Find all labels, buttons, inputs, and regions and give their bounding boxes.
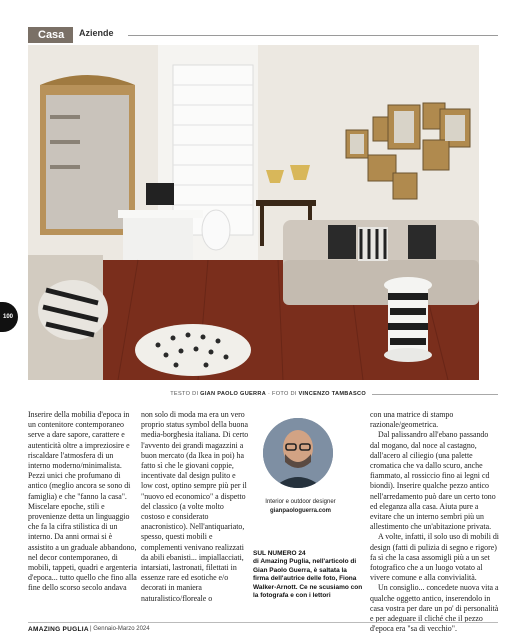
page-number-tab: 100 xyxy=(0,302,18,332)
erratum-note xyxy=(253,550,363,600)
category-tag: Casa xyxy=(28,27,73,43)
credit-rule xyxy=(372,394,498,395)
erratum-lead: SUL NUMERO 24 xyxy=(253,550,306,557)
page-footer xyxy=(28,622,498,634)
author-caption xyxy=(253,498,348,516)
author-box xyxy=(253,410,366,640)
column-2-text: non solo di moda ma era un vero proprio status symbol della buona media-borghesia italiana. Di certo l'avvento dei grandi magazzini a buon mercato (da Ikea in poi) ha fatto sì che le giovani coppie, incentivate dal design pulito e low cost, optino sempre più per il "nuovo ed economico" a dispetto del classico (a volte molto costoso e considerato anacronistico). Nell'antiquariato, spesso, questi mobili e complementi venivano realizzati da abili ebanisti... impiallacciati, intarsiati, lastronati, filettati in essenze rare ed esotiche e/o decorati in maniera naturalistico/floreale o xyxy=(141,410,249,603)
column-1-text: Inserire della mobilia d'epoca in un contenitore contemporaneo serve a dare sapore, carattere e autenticità oltre a impreziosire e riscaldare l'atmosfera di un interno moderno/minimalista. Pezzi unici che profumano di antico (meglio ancora se sono di famiglia) e che "fanno la casa". Miscelare epoche, stili e provenienze detta un linguaggio che fa la cifra stilistica di un interno. Da anni ormai si è assistito a un graduale abbandono, nel decor contemporaneo, di mobili, tappeti, quadri e argenteria d'epoca... tutto quello che fino alla fine dello scorso secolo andava xyxy=(28,410,137,593)
column-4-para-2: Dal palissandro all'ebano passando dal mogano, dal noce al castagno, dall'acero al ciliegio (una palette cromatica che va dallo scuro, anche fiammato, al rossiccio fino ai legni cd biondi). Inserire qualche pezzo antico nell'arredamento può dare un certo tono ed eleganza alla casa. Aiuta pure a evitare che un interno sembri più un allestimento che un'abitazione privata. xyxy=(370,430,496,532)
article-column-4 xyxy=(370,410,499,634)
page-header xyxy=(28,27,498,43)
column-4-para-1: con una matrice di stampo razionale/geometrica. xyxy=(370,410,454,430)
erratum-body: di Amazing Puglia, nell'articolo di Gian Paolo Guerra, è saltata la firma dell'autrice delle foto, Fiona Walker-Arnott. Ce ne scusiamo con la fotografa e con i lettori xyxy=(253,558,363,600)
credit-photo-author: VINCENZO TAMBASCO xyxy=(298,391,366,397)
issue-date: | Gennaio-Marzo 2024 xyxy=(90,626,150,632)
credit-separator: · xyxy=(267,391,271,397)
article-column-1 xyxy=(28,410,137,594)
author-website: gianpaologuerra.com xyxy=(269,508,331,514)
column-4-para-4: Un consiglio... concedete nuova vita a qualche oggetto antico, inserendolo in casa vostra per dare un po' di personalità e per adeguare il cliché che il pezzo d'epoca era "sa di vecchio". xyxy=(370,583,499,634)
column-4-para-3: A volte, infatti, il solo uso di mobili di design (fatti di pulizia di segno e rigore) fa sì che la casa assomigli più a un set fotografico che a un luogo votato al vivere comune e alla convivialità. xyxy=(370,532,499,583)
section-label: Aziende xyxy=(79,28,114,38)
magazine-brand: AMAZING PUGLIA xyxy=(28,626,89,633)
author-role: Interior e outdoor designer xyxy=(265,499,336,505)
living-room-photo xyxy=(28,45,479,380)
credit-text-prefix: TESTO DI xyxy=(170,391,199,397)
credit-text-author: GIAN PAOLO GUERRA xyxy=(200,391,267,397)
article-column-2 xyxy=(141,410,249,604)
photo-credit xyxy=(0,391,366,397)
author-avatar xyxy=(263,418,333,488)
credit-photo-prefix: FOTO DI xyxy=(271,391,297,397)
header-rule xyxy=(128,35,498,36)
